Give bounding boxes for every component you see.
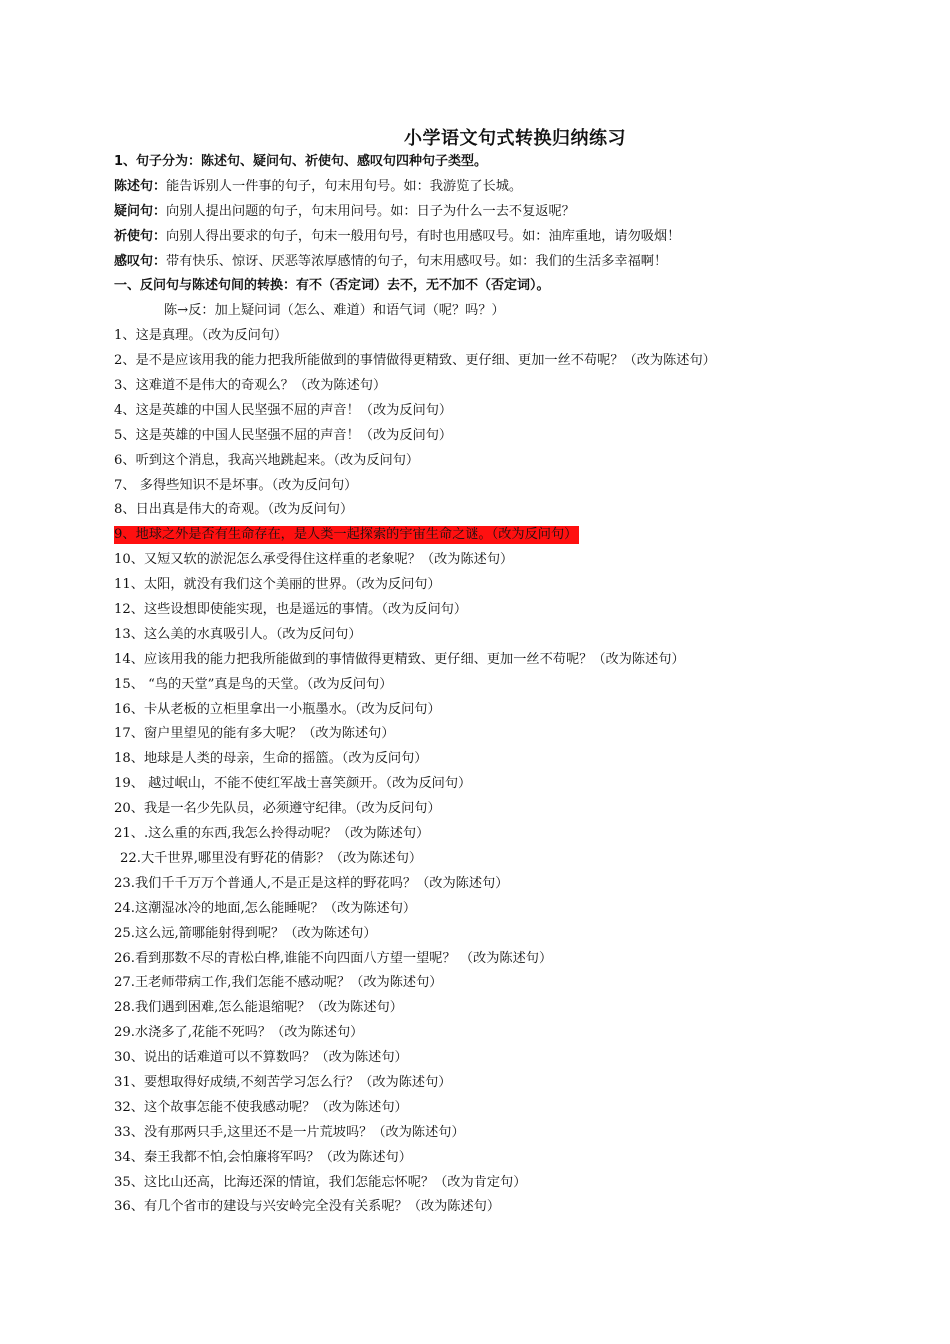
exercise-text: 19、 越过岷山，不能不使红军战士喜笑颜开。（改为反问句） (114, 776, 472, 792)
exercise-item (114, 698, 914, 723)
exercise-text: 32、这个故事怎能不使我感动呢？（改为陈述句） (114, 1099, 408, 1115)
exercise-text: 1、这是真理。（改为反问句） (114, 328, 288, 344)
exercise-text: 6、听到这个消息，我高兴地跳起来。（改为反问句） (114, 452, 420, 468)
exercise-item (114, 374, 914, 399)
sentence-type-term: 祈使句： (114, 228, 167, 244)
intro-line (114, 200, 914, 225)
intro-text: 能告诉别人一件事的句子，句末用句号。如：我游览了长城。 (166, 178, 523, 194)
exercise-text: 12、这些设想即使能实现，也是遥远的事情。（改为反问句） (114, 602, 468, 618)
intro-line (114, 274, 914, 299)
exercise-item (114, 324, 914, 349)
intro-text: 一、反问句与陈述句间的转换：有不（否定词）去不，无不加不（否定词）。 (114, 278, 550, 294)
exercise-item (114, 648, 914, 673)
exercise-text: 24.这潮湿冰冷的地面,怎么能睡呢？（改为陈述句） (114, 900, 417, 916)
highlighted-exercise-text: 9、地球之外是否有生命存在，是人类一起探索的宇宙生命之谜。（改为反问句） (114, 527, 578, 543)
exercise-text: 16、卡从老板的立柜里拿出一小瓶墨水。（改为反问句） (114, 701, 441, 717)
exercise-text: 25.这么远,箭哪能射得到呢？（改为陈述句） (114, 925, 377, 941)
intro-line (114, 225, 914, 250)
exercise-item (114, 1096, 914, 1121)
exercise-item (114, 399, 914, 424)
exercise-item (114, 349, 914, 374)
intro-text: 1、句子分为：陈述句、疑问句、祈使句、感叹句四种句子类型。 (114, 154, 488, 169)
document-body (114, 150, 914, 1220)
exercise-item (114, 822, 914, 847)
exercise-text: 7、 多得些知识不是坏事。（改为反问句） (114, 477, 358, 493)
exercise-text: 29.水浇多了,花能不死吗？（改为陈述句） (114, 1025, 364, 1041)
intro-line (114, 299, 914, 324)
exercise-text: 23.我们千千万万个普通人,不是正是这样的野花吗？（改为陈述句） (114, 875, 509, 891)
exercise-text: 15、 “鸟的天堂”真是鸟的天堂。（改为反问句） (114, 676, 393, 692)
intro-line (114, 175, 914, 200)
exercise-item (114, 1121, 914, 1146)
exercise-item (114, 722, 914, 747)
exercise-text: 26.看到那数不尽的青松白桦,谁能不向四面八方望一望呢？ （改为陈述句） (114, 950, 553, 966)
exercise-item (114, 449, 914, 474)
exercise-item (114, 897, 914, 922)
exercise-item (114, 1171, 914, 1196)
page-title: 小学语文句式转换归纳练习 (404, 128, 626, 149)
exercise-item (114, 772, 914, 797)
exercise-text: 20、我是一名少先队员，必须遵守纪律。（改为反问句） (114, 801, 441, 817)
sentence-type-term: 感叹句： (114, 253, 167, 269)
exercise-text: 36、有几个省市的建设与兴安岭完全没有关系呢？（改为陈述句） (114, 1199, 501, 1215)
exercise-item (114, 623, 914, 648)
exercise-text: 30、说出的话难道可以不算数吗？（改为陈述句） (114, 1050, 408, 1066)
intro-text: 陈→反：加上疑问词（怎么、难道）和语气词（呢？吗？） (164, 303, 505, 319)
exercise-item (114, 747, 914, 772)
exercise-item (114, 971, 914, 996)
exercise-text: 10、又短又软的淤泥怎么承受得住这样重的老象呢？（改为陈述句） (114, 552, 514, 568)
exercise-text: 17、窗户里望见的能有多大呢？（改为陈述句） (114, 726, 395, 742)
exercise-item (114, 573, 914, 598)
exercise-item (114, 947, 914, 972)
exercise-text: 22.大千世界,哪里没有野花的倩影？（改为陈述句） (120, 850, 423, 866)
exercise-item (114, 424, 914, 449)
exercise-text: 11、太阳，就没有我们这个美丽的世界。（改为反问句） (114, 577, 441, 593)
exercise-text: 18、地球是人类的母亲，生命的摇篮。（改为反问句） (114, 751, 428, 767)
exercise-text: 2、是不是应该用我的能力把我所能做到的事情做得更精致、更仔细、更加一丝不苟呢？（改为陈述句） (114, 353, 716, 369)
intro-text: 向别人提出问题的句子，句末用问号。如：日子为什么一去不复返呢？ (166, 203, 575, 219)
exercise-item (114, 498, 914, 523)
exercise-item (114, 1071, 914, 1096)
exercise-text: 13、这么美的水真吸引人。（改为反问句） (114, 626, 362, 642)
intro-text: 向别人得出要求的句子，句末一般用句号，有时也用感叹号。如：油库重地，请勿吸烟！ (166, 228, 681, 244)
exercise-item (114, 797, 914, 822)
exercise-item (114, 523, 914, 548)
exercise-text: 21、.这么重的东西,我怎么拎得动呢？（改为陈述句） (114, 826, 430, 842)
exercise-item (114, 996, 914, 1021)
sentence-type-term: 疑问句： (114, 203, 167, 219)
exercise-text: 8、日出真是伟大的奇观。（改为反问句） (114, 502, 354, 518)
intro-line (114, 250, 914, 275)
exercise-text: 3、这难道不是伟大的奇观么？（改为陈述句） (114, 378, 387, 394)
exercise-text: 33、没有那两只手,这里还不是一片荒坡吗？（改为陈述句） (114, 1124, 465, 1140)
exercise-item (114, 673, 914, 698)
exercise-text: 5、这是英雄的中国人民坚强不屈的声音！（改为反问句） (114, 427, 453, 443)
exercise-item (114, 922, 914, 947)
sentence-type-term: 陈述句： (114, 178, 167, 194)
exercise-text: 4、这是英雄的中国人民坚强不屈的声音！（改为反问句） (114, 402, 453, 418)
exercise-item (114, 598, 914, 623)
exercise-text: 28.我们遇到困难,怎么能退缩呢？（改为陈述句） (114, 1000, 403, 1016)
intro-line (114, 150, 914, 175)
exercise-item (114, 1146, 914, 1171)
exercise-item (114, 548, 914, 573)
exercise-text: 14、应该用我的能力把我所能做到的事情做得更精致、更仔细、更加一丝不苟呢？（改为陈述句） (114, 651, 685, 667)
exercise-text: 34、秦王我都不怕,会怕廉将军吗？（改为陈述句） (114, 1149, 412, 1165)
intro-text: 带有快乐、惊讶、厌恶等浓厚感情的句子，句末用感叹号。如：我们的生活多幸福啊！ (166, 253, 668, 269)
exercise-item (114, 1046, 914, 1071)
exercise-item (114, 847, 914, 872)
exercise-item (114, 1195, 914, 1220)
exercise-item (114, 1021, 914, 1046)
exercise-item (114, 474, 914, 499)
exercise-text: 31、要想取得好成绩,不刻苦学习怎么行？（改为陈述句） (114, 1074, 452, 1090)
exercise-text: 27.王老师带病工作,我们怎能不感动呢？（改为陈述句） (114, 975, 443, 991)
exercise-text: 35、这比山还高，比海还深的情谊，我们怎能忘怀呢？（改为肯定句） (114, 1174, 527, 1190)
exercise-item (114, 872, 914, 897)
